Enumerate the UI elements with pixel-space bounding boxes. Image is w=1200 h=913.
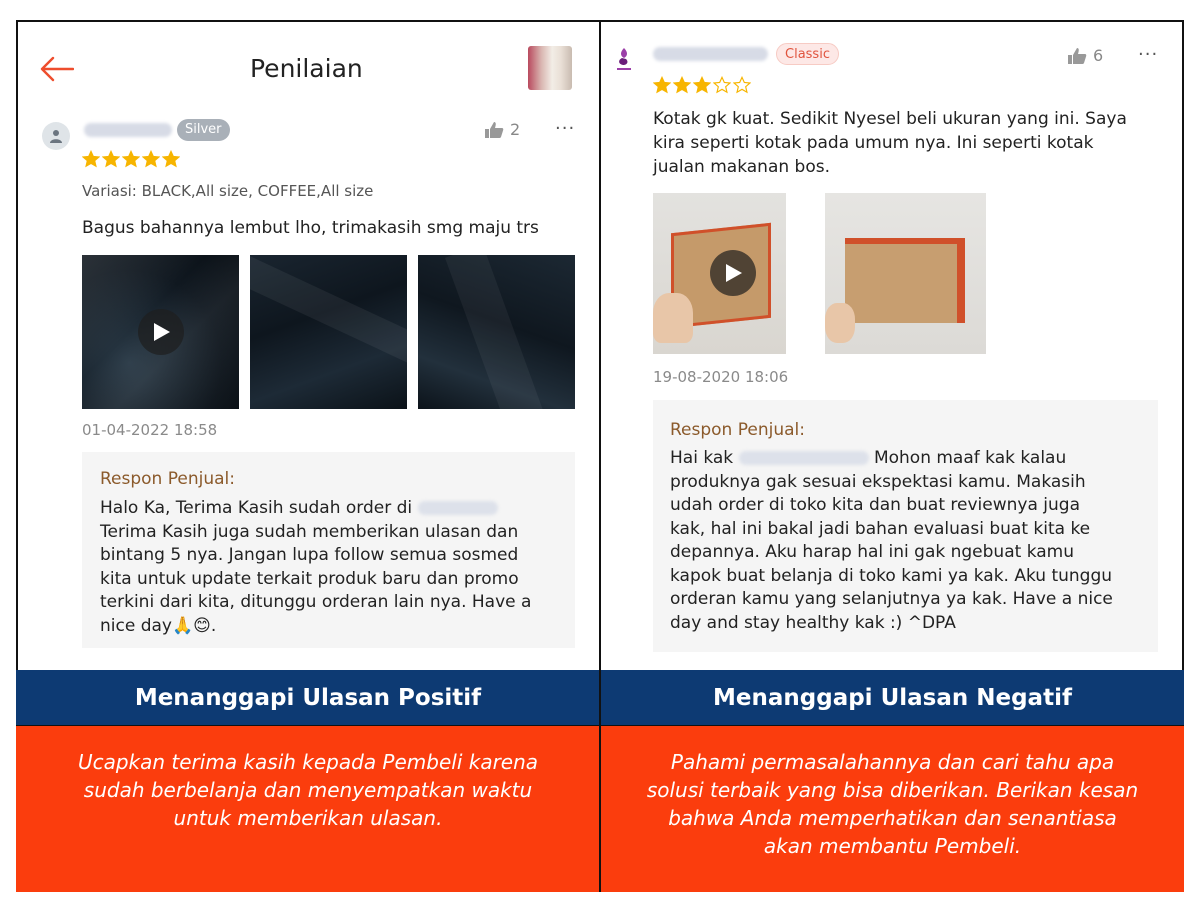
response-line: day and stay healthy kak :) ^DPA xyxy=(670,612,956,633)
response-line: bintang 5 nya. Jangan lupa follow semua sosmed xyxy=(100,545,519,565)
play-icon xyxy=(725,263,743,283)
page-title: Penilaian xyxy=(250,54,363,83)
negative-title: Menanggapi Ulasan Negatif xyxy=(601,670,1184,726)
thumbs-up-icon xyxy=(1067,47,1087,65)
like-count: 2 xyxy=(510,120,521,139)
seller-response-text xyxy=(100,497,570,638)
variation-text: Variasi: BLACK,All size, COFFEE,All size xyxy=(82,182,374,200)
review-photo-1[interactable] xyxy=(250,255,407,409)
response-line: Terima Kasih juga sudah memberikan ulasan dan xyxy=(100,521,519,542)
description-line: solusi terbaik yang bisa diberikan. Berikan kesan xyxy=(646,778,1139,802)
response-line: depannya. Aku harap hal ini gak ngebuat kamu xyxy=(670,542,1074,562)
description-line: Pahami permasalahannya dan cari tahu apa xyxy=(670,750,1115,774)
review-photo-2[interactable] xyxy=(418,255,575,409)
description-line: Ucapkan terima kasih kepada Pembeli karena xyxy=(77,750,539,774)
response-line: nice day🙏😊. xyxy=(100,615,217,636)
negative-description xyxy=(601,726,1184,892)
review-text: Bagus bahannya lembut lho, trimakasih smg maju trs xyxy=(82,218,539,238)
seller-response-text xyxy=(670,447,1150,635)
product-thumbnail[interactable] xyxy=(528,46,572,90)
description-line: sudah berbelanja dan menyempatkan waktu xyxy=(83,778,533,802)
star-filled-icon xyxy=(693,76,711,94)
user-icon xyxy=(48,128,64,144)
star-filled-icon xyxy=(102,150,120,168)
star-filled-icon xyxy=(82,150,100,168)
response-line: orderan kamu yang selanjutnya ya kak. Have a nice xyxy=(670,589,1113,609)
positive-title: Menanggapi Ulasan Positif xyxy=(16,670,600,726)
review-line: kira seperti kotak pada umum nya. Ini seperti kotak xyxy=(653,133,1094,153)
play-button[interactable] xyxy=(138,309,184,355)
response-line: Hai kak xyxy=(670,448,734,468)
seller-response-box xyxy=(653,400,1158,652)
description-line: bahwa Anda memperhatikan dan senantiasa xyxy=(668,806,1117,830)
response-line: Halo Ka, Terima Kasih sudah order di xyxy=(100,498,413,518)
member-badge: Silver xyxy=(177,119,230,141)
response-line: udah order di toko kita dan buat reviewnya juga xyxy=(670,495,1081,515)
star-filled-icon xyxy=(653,76,671,94)
review-video[interactable] xyxy=(653,193,786,354)
seller-response-label: Respon Penjual: xyxy=(670,420,805,440)
play-icon xyxy=(153,322,171,342)
review-video[interactable] xyxy=(82,255,239,409)
thumbs-up-icon xyxy=(484,121,504,139)
star-empty-icon xyxy=(733,76,751,94)
positive-review-panel xyxy=(18,22,599,670)
response-line: produknya gak sesuai ekspektasi kamu. Makasih xyxy=(670,471,1086,492)
vertical-divider xyxy=(599,20,601,892)
star-filled-icon xyxy=(122,150,140,168)
response-line: Mohon maaf kak kalau xyxy=(873,448,1067,468)
response-line: terkini dari kita, ditunggu orderan lain nya. Have a xyxy=(100,592,532,612)
description-line: akan membantu Pembeli. xyxy=(763,834,1022,858)
review-line: Kotak gk kuat. Sedikit Nyesel beli ukuran yang ini. Saya xyxy=(653,109,1127,129)
review-line: jualan makanan bos. xyxy=(653,157,830,177)
star-filled-icon xyxy=(142,150,160,168)
review-text xyxy=(653,107,1173,179)
shop-name-blurred xyxy=(418,501,498,515)
back-arrow-icon[interactable] xyxy=(40,56,74,82)
like-button[interactable] xyxy=(484,120,520,139)
like-count: 6 xyxy=(1093,46,1104,65)
star-empty-icon xyxy=(713,76,731,94)
response-line: kapok buat belanja di toko kami ya kak. Aku tunggu xyxy=(670,565,1113,586)
positive-description xyxy=(16,726,600,892)
user-avatar[interactable] xyxy=(42,122,70,150)
review-date: 01-04-2022 18:58 xyxy=(82,421,218,439)
star-filled-icon xyxy=(673,76,691,94)
rating-stars xyxy=(82,150,180,168)
review-date: 19-08-2020 18:06 xyxy=(653,368,789,386)
shop-name-blurred xyxy=(739,451,869,465)
negative-review-panel xyxy=(601,22,1182,670)
seller-response-label: Respon Penjual: xyxy=(100,469,235,489)
like-button[interactable] xyxy=(1067,46,1103,65)
member-badge: Classic xyxy=(776,43,839,65)
review-photo-1[interactable] xyxy=(825,193,986,354)
username-blurred xyxy=(84,123,172,137)
shop-name-blurred xyxy=(653,47,768,61)
seller-response-box xyxy=(82,452,575,648)
rating-stars xyxy=(653,76,751,94)
play-button[interactable] xyxy=(710,250,756,296)
star-filled-icon xyxy=(162,150,180,168)
shop-logo-icon[interactable] xyxy=(614,46,634,74)
response-line: kita untuk update terkait produk baru dan promo xyxy=(100,568,519,589)
response-line: kak, hal ini bakal jadi bahan evaluasi buat kita ke xyxy=(670,518,1091,539)
more-options-icon[interactable]: ··· xyxy=(555,118,576,139)
description-line: untuk memberikan ulasan. xyxy=(173,806,443,830)
more-options-icon[interactable]: ··· xyxy=(1138,44,1159,65)
